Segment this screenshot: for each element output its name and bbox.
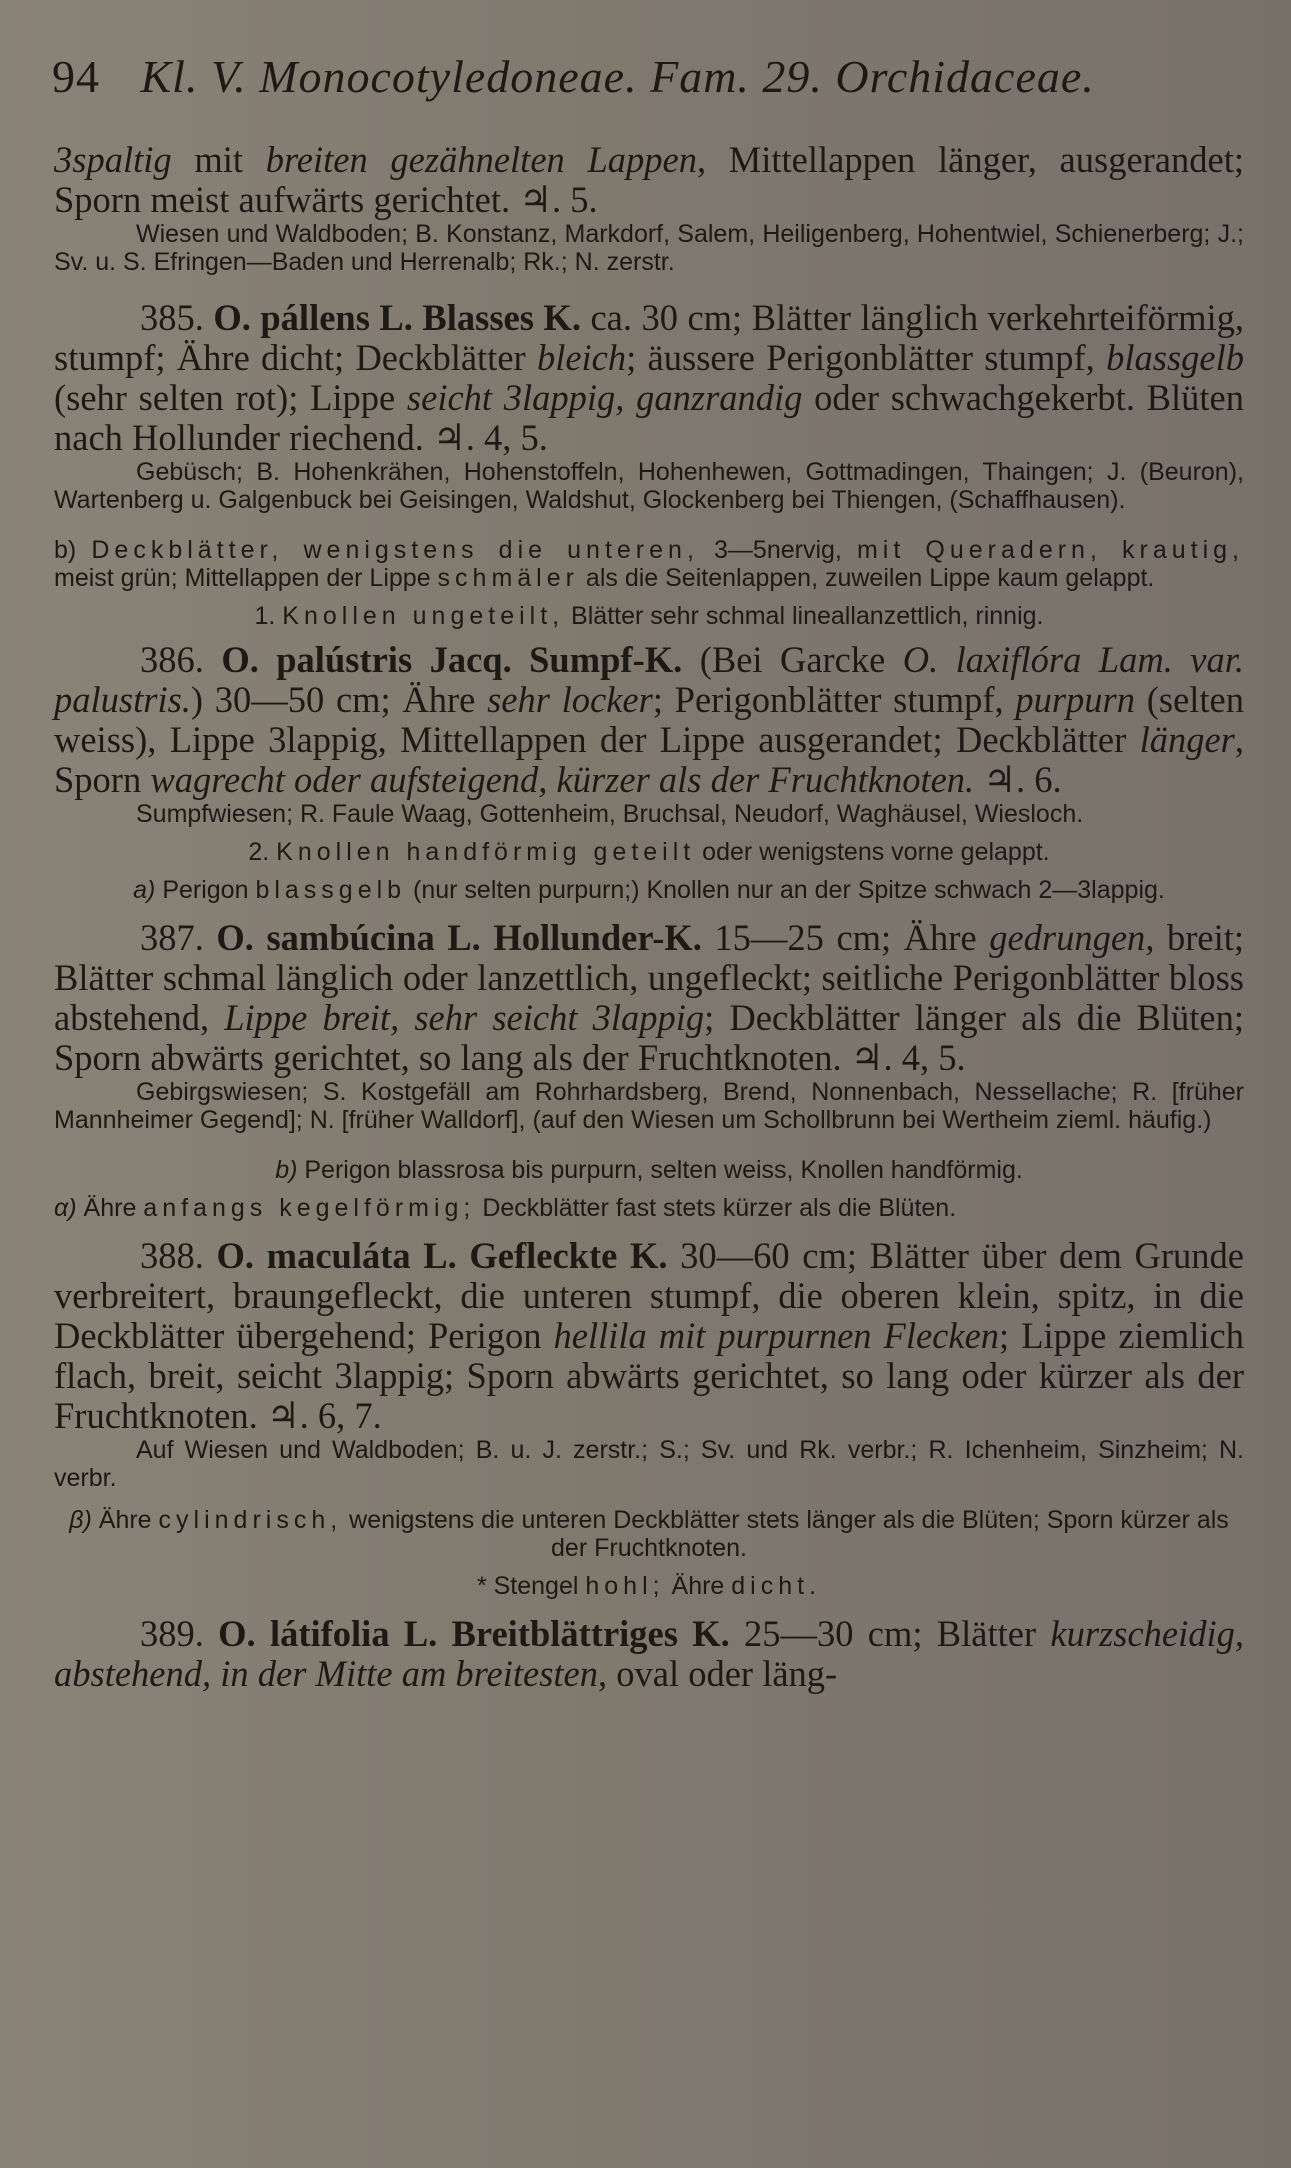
key-step-b2 <box>54 1156 1244 1184</box>
text: 2. <box>248 838 277 866</box>
text-spaced: blassgelb <box>255 876 407 904</box>
text: ; äussere Perigonblätter stumpf, <box>626 337 1107 378</box>
text: 3—5nervig, <box>698 536 857 564</box>
text-italic: α) <box>54 1194 77 1222</box>
species-entry-389 <box>54 1614 1244 1694</box>
habitat-note: Auf Wiesen und Waldboden; B. u. J. zerstr.; S.; Sv. und Rk. verbr.; R. Ichenheim, Sinzheim; N. verbr. <box>54 1436 1244 1492</box>
text-spaced: anfangs kegelförmig; <box>143 1194 476 1222</box>
text-italic: a) <box>133 876 156 904</box>
text: ; Deckblätter länger als die Blüten; Sporn abwärts gerichtet, so lang als der Fruchtknoten. ♃. 4, 5. <box>54 997 1244 1078</box>
text: wenigstens die unteren Deckblätter stets länger als die Blüten; Sporn kürzer als der Fruchtknoten. <box>342 1506 1229 1562</box>
running-title: Kl. V. Monocotyledoneae. Fam. 29. Orchidaceae. <box>140 51 1095 102</box>
text: Deckblätter fast stets kürzer als die Blüten. <box>475 1194 957 1222</box>
species-name: O. pállens L. Blasses K. <box>213 297 581 338</box>
text: 1. <box>254 602 283 630</box>
habitat-note: Gebüsch; B. Hohenkrähen, Hohenstoffeln, Hohenhewen, Gottmadingen, Thaingen; J. (Beuron), Wartenberg u. Galgenbuck bei Geisingen, Waldshut, Glockenberg bei Thiengen, (Schaffhausen). <box>54 458 1244 514</box>
species-name: O. palústris Jacq. Sumpf-K. <box>221 639 683 680</box>
key-step-2 <box>54 838 1244 866</box>
page-number: 94 <box>52 51 100 102</box>
text: , breit; Blätter schmal länglich oder lanzettlich, ungefleckt; seitliche Perigonblätter bloss abstehend, <box>54 917 1244 1038</box>
key-step-a <box>54 876 1244 904</box>
text: 25—30 cm; Blätter <box>729 1613 1051 1654</box>
key-step-alpha <box>54 1194 1244 1222</box>
text: ca. 30 cm; Blätter länglich verkehrteiförmig, stumpf; Ähre dicht; Deckblätter <box>54 297 1244 378</box>
text-italic: gedrungen <box>989 917 1146 958</box>
text: Perigon <box>155 876 256 904</box>
text: (Bei Garcke <box>682 639 903 680</box>
text: 15—25 cm; Ähre <box>701 917 990 958</box>
text-italic: O. laxiflóra Lam. var. palustris. <box>54 639 1244 720</box>
species-name: O. látifolia L. Breitblättriges K. <box>218 1613 730 1654</box>
text-spaced: Knollen handförmig geteilt <box>276 838 696 866</box>
key-step-beta <box>54 1506 1244 1562</box>
species-entry-385 <box>54 298 1244 458</box>
species-entry-388 <box>54 1236 1244 1436</box>
text: ; Lippe ziemlich flach, breit, seicht 3lappig; Sporn abwärts gerichtet, so lang oder kürzer als der Fruchtknoten. ♃. 6, 7. <box>54 1315 1244 1436</box>
text-italic: kurzscheidig, abstehend, in der Mitte am breitesten <box>54 1613 1245 1694</box>
text-italic: b) <box>275 1156 298 1184</box>
key-step-1 <box>54 602 1244 630</box>
key-step-b <box>54 536 1244 592</box>
text: , Sporn <box>54 719 1244 800</box>
habitat-note: Sumpfwiesen; R. Faule Waag, Gottenheim, Bruchsal, Neudorf, Waghäusel, Wiesloch. <box>136 800 1084 828</box>
text-italic: hellila mit purpurnen Flecken <box>553 1315 1000 1356</box>
habitat-note: Wiesen und Waldboden; B. Konstanz, Markdorf, Salem, Heiligenberg, Hohentwiel, Schienerberg; J.; Sv. u. S. Efringen—Baden und Herrenalb; Rk.; N. zerstr. <box>54 220 1244 276</box>
entry-number: 387. <box>140 917 217 958</box>
text: Ähre <box>664 1572 732 1600</box>
text: b) <box>54 536 92 564</box>
text-italic: sehr locker <box>487 679 653 720</box>
text-spaced: Knollen ungeteilt, <box>282 602 565 630</box>
species-name: O. sambúcina L. Hollunder-K. <box>216 917 702 958</box>
running-header <box>52 50 1242 110</box>
text-spaced: cylindrisch, <box>158 1506 343 1534</box>
continued-description <box>54 140 1244 220</box>
text-italic: länger <box>1139 719 1235 760</box>
text-italic: wagrecht oder aufsteigend, kürzer als der Fruchtknoten. <box>150 759 975 800</box>
text: Ähre <box>91 1506 159 1534</box>
text-spaced: schmäler <box>437 564 579 592</box>
entry-number: 385. <box>140 297 214 338</box>
text: meist grün; Mittellappen der Lippe <box>54 564 438 592</box>
text: mit <box>171 139 266 180</box>
text: * Stengel <box>476 1572 586 1600</box>
habitat-note: Gebirgswiesen; S. Kostgefäll am Rohrhardsberg, Brend, Nonnenbach, Nessellache; R. [früher Mannheimer Gegend]; N. [früher Walldorf], (auf den Wiesen um Schollbrunn bei Wertheim zieml. häufig.) <box>54 1078 1244 1134</box>
species-entry-386 <box>54 640 1244 800</box>
text: ; Perigonblätter stumpf, <box>652 679 1016 720</box>
text-italic: Lippe breit, sehr seicht 3lappig <box>224 997 705 1038</box>
text: ♃. 6. <box>974 759 1062 800</box>
text: , Mittellappen länger, ausgerandet; Sporn meist aufwärts gerichtet. ♃. 5. <box>54 139 1244 220</box>
text-italic: seicht 3lappig, ganzrandig <box>406 377 803 418</box>
text: , oval oder läng- <box>598 1653 838 1694</box>
key-step-star <box>54 1572 1244 1600</box>
text-italic: 3spaltig <box>54 139 172 180</box>
text-spaced: Deckblätter, wenigstens die unteren, <box>91 536 699 564</box>
text: oder wenigstens vorne gelappt. <box>695 838 1050 866</box>
text-italic: bleich <box>536 337 627 378</box>
entry-number: 389. <box>140 1613 219 1654</box>
text-spaced: mit Queradern, krautig, <box>856 536 1244 564</box>
text: oder schwachgekerbt. Blüten nach Hollunder riechend. ♃. 4, 5. <box>54 377 1244 458</box>
text: als die Seitenlappen, zuweilen Lippe kaum gelappt. <box>578 564 1155 592</box>
entry-number: 388. <box>140 1235 217 1276</box>
species-name: O. maculáta L. Gefleckte K. <box>216 1235 668 1276</box>
text: (sehr selten rot); Lippe <box>54 377 407 418</box>
text-italic: blassgelb <box>1106 337 1244 378</box>
text: (nur selten purpurn;) Knollen nur an der Spitze schwach 2—3lappig. <box>406 876 1165 904</box>
species-entry-387 <box>54 918 1244 1078</box>
text: Perigon blassrosa bis purpurn, selten weiss, Knollen handförmig. <box>297 1156 1023 1184</box>
text: 30—60 cm; Blätter über dem Grunde verbreitert, braungefleckt, die unteren stumpf, die oberen klein, spitz, in die Deckblätter übergehend; Perigon <box>54 1235 1245 1356</box>
entry-number: 386. <box>140 639 222 680</box>
page-body <box>54 140 1244 1694</box>
text: (selten weiss), Lippe 3lappig, Mittellappen der Lippe ausgerandet; Deckblätter <box>54 679 1245 760</box>
text: Ähre <box>76 1194 144 1222</box>
text-italic: purpurn <box>1015 679 1136 720</box>
text-italic: breiten gezähnelten Lappen <box>265 139 697 180</box>
text-spaced: dicht. <box>731 1572 822 1600</box>
text-spaced: hohl; <box>585 1572 665 1600</box>
text: Blätter sehr schmal lineallanzettlich, rinnig. <box>564 602 1044 630</box>
text: ) 30—50 cm; Ähre <box>190 679 488 720</box>
text-italic: β) <box>69 1506 92 1534</box>
